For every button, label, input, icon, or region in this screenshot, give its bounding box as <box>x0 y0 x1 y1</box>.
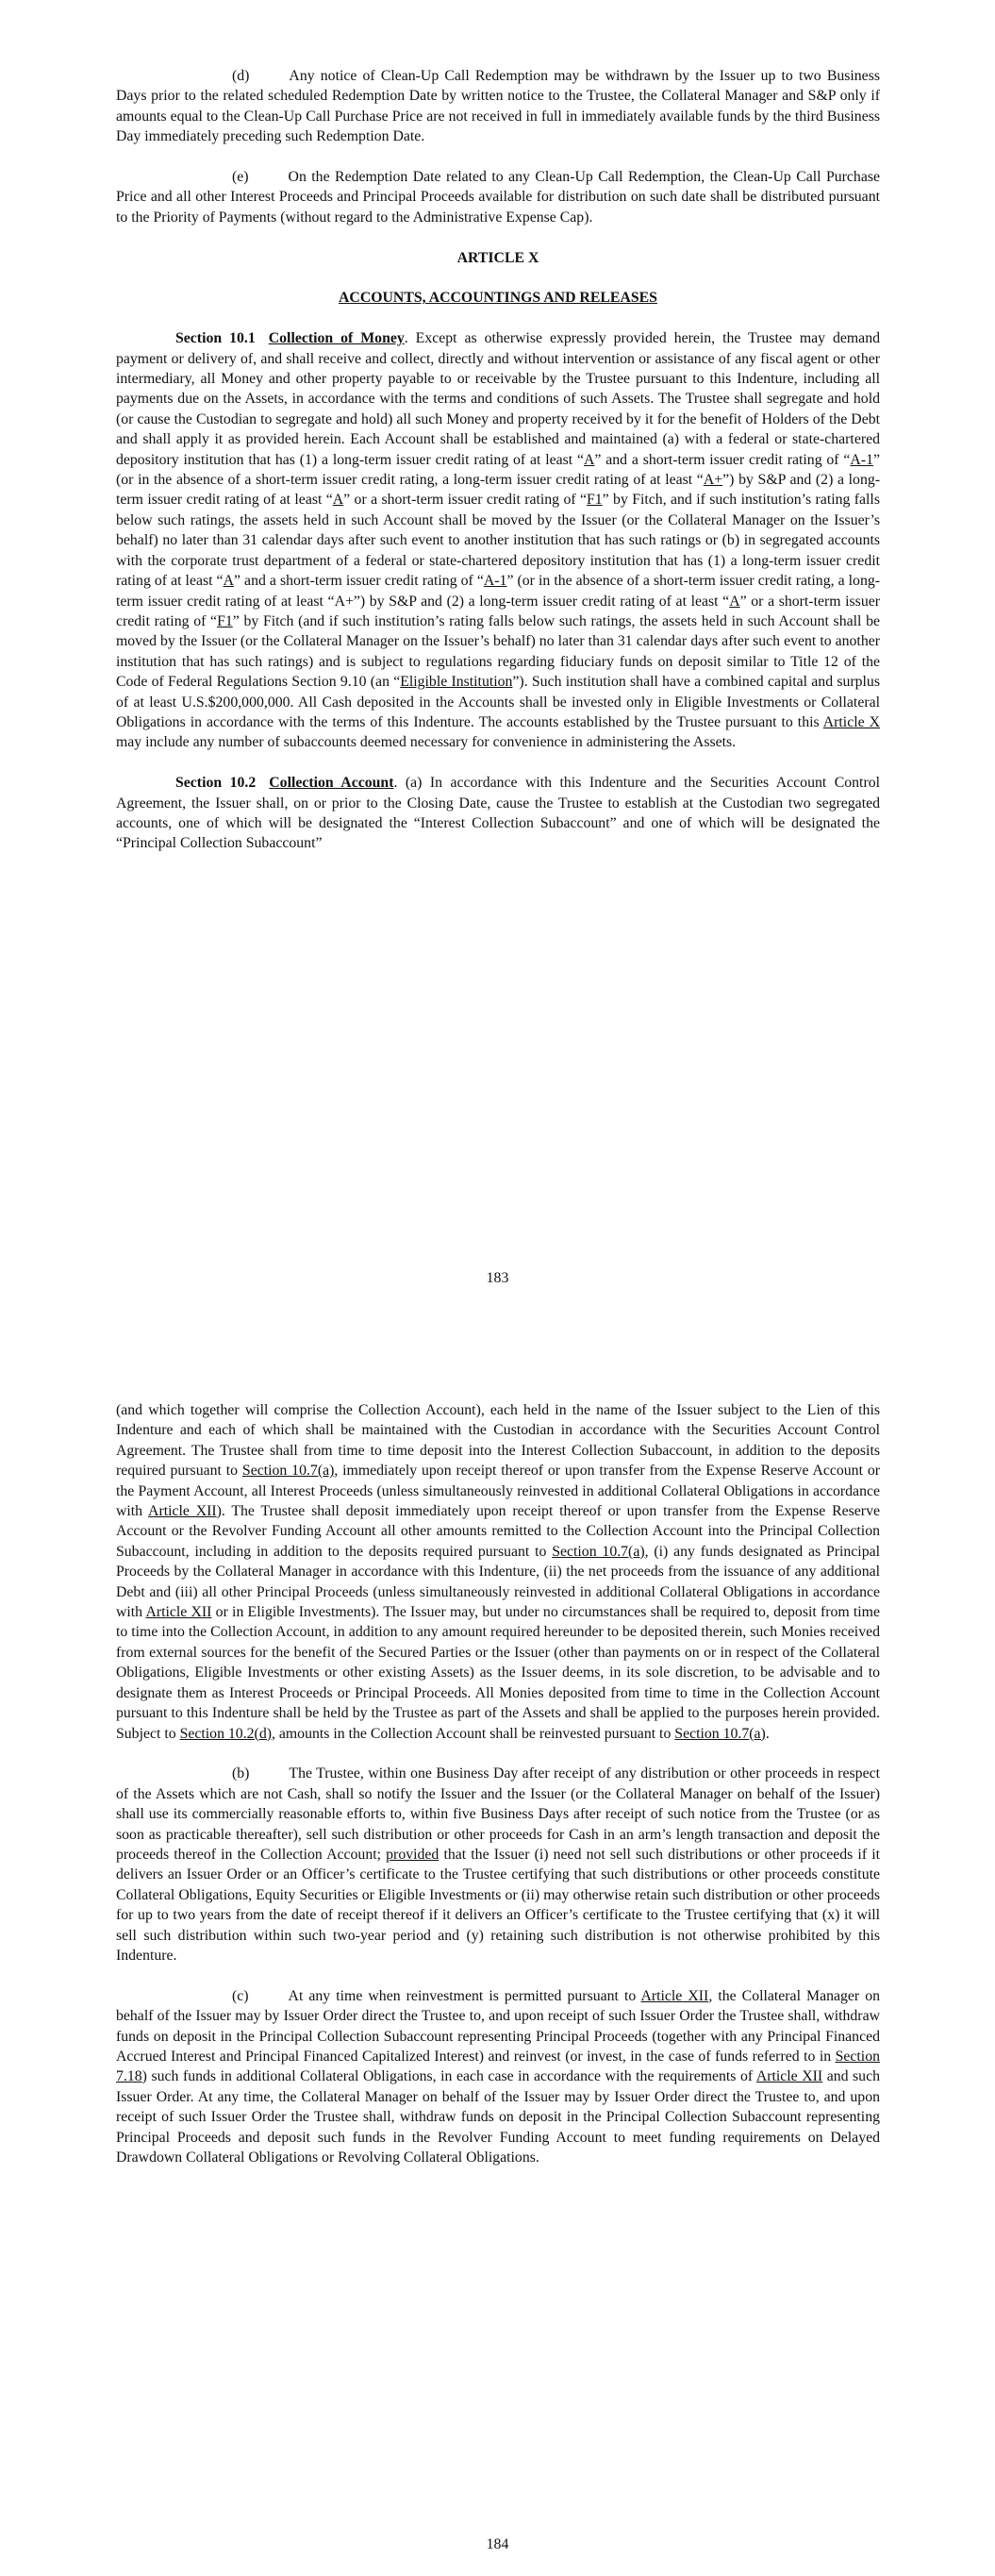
text-run: ) such funds in additional Collateral Obligations, in each case in accordance with the requirements of <box>141 2068 756 2085</box>
cross-reference: Article XII <box>640 1987 709 2004</box>
section-10-2 <box>116 773 880 854</box>
page-body <box>116 1400 880 2188</box>
text-run: may include any number of subaccounts deemed necessary for convenience in administering the Assets. <box>116 734 737 751</box>
text-run: . Except as otherwise expressly provided herein, the Trustee may demand payment or delivery of, and shall receive and collect, directly and without intervention or assistance of any fiscal agent or other intermediary, all Money and other property payable to or receivable by the Trustee pursuant to this Indenture, including all payments due on the Assets, in accordance with the terms and conditions of such Assets. The Trustee shall segregate and hold (or cause the Custodian to segregate and hold) all such Money and property received by it for the benefit of Holders of the Debt and shall apply it as provided herein. Each Account shall be established and maintained (a) with a federal or state-chartered depository institution that has (1) a long-term issuer credit rating of at least “ <box>116 330 880 468</box>
continued-paragraph <box>116 1400 880 1744</box>
text-run: , the Collateral Manager on behalf of the Issuer may by Issuer Order direct the Trustee to, and upon receipt of such Issuer Order the Trustee shall, withdraw funds on deposit in the Principal Collection Subaccount representing Principal Proceeds (together with any Principal Financed Accrued Interest and Principal Financed Capitalized Interest) and reinvest (or invest, in the case of funds referred to in <box>116 1987 881 2065</box>
cross-reference: Section 7.18 <box>116 2048 880 2085</box>
rating-ref: A <box>223 573 234 590</box>
page-body <box>116 66 880 874</box>
section-title: Collection Account <box>269 775 394 792</box>
defined-term: Eligible Institution <box>400 674 513 691</box>
page-184 <box>0 1321 995 2576</box>
paragraph-label: (b) <box>232 1765 250 1782</box>
text-run: ” by Fitch, and if such institution’s rating falls below such ratings, the assets held in such Account shall be moved by the Issuer (or the Collateral Manager on the Issuer’s behalf) no later than 31 calendar days after such event to another institution that has such ratings or (b) in segregated accounts with the corporate trust department of a federal or state-chartered depository institution that has (1) a long-term issuer credit rating of at least “ <box>116 492 880 590</box>
text-run: ). The Trustee shall deposit immediately upon receipt thereof or upon transfer from the Expense Reserve Account or the Revolver Funding Account all other amounts remitted to the Collection Account into the Principal Collection Subaccount, including in addition to the deposits required pursuant to <box>116 1503 880 1560</box>
text-run: ” and a short-term issuer credit rating of “ <box>594 451 851 468</box>
article-subtitle: ACCOUNTS, ACCOUNTINGS AND RELEASES <box>339 290 657 307</box>
section-10-1 <box>116 328 880 753</box>
rating-ref: A-1 <box>850 451 873 468</box>
text-run: . <box>765 1725 770 1742</box>
article-title: ARTICLE X <box>456 249 539 266</box>
paragraph-e <box>116 167 880 227</box>
section-number: Section 10.2 <box>175 775 257 792</box>
cross-reference: Article XII <box>755 2068 823 2085</box>
section-number: Section 10.1 <box>175 330 256 347</box>
text-run: and such Issuer Order. At any time, the Collateral Manager on behalf of the Issuer may by Issuer Order direct the Trustee to, and upon receipt of such Issuer Order the Trustee shall, withdraw funds on deposit in the Principal Collection Subaccount representing Principal Proceeds and deposit such funds in the Revolver Funding Account to meet funding requirements on Delayed Drawdown Collateral Obligations or Revolving Collateral Obligations. <box>116 2068 880 2166</box>
cross-reference: Section 10.2(d) <box>179 1725 272 1742</box>
text-run: or in Eligible Investments). The Issuer may, but under no circumstances shall be required to, deposit from time to time into the Collection Account, in addition to any amount required hereunder to be deposited therein, such Monies received from external sources for the benefit of the Secured Parties or the Issuer (other than payments on or in respect of the Collateral Obligations, Eligible Investments or other existing Assets) as the Issuer deems, in its sole discretion, to be advisable and to designate them as Interest Proceeds or Principal Proceeds. All Monies deposited from time to time in the Collection Account pursuant to this Indenture shall be held by the Trustee as part of the Assets and shall be applied to the purposes herein provided. Subject to <box>116 1604 880 1742</box>
rating-ref: F1 <box>217 612 233 629</box>
text-run: ” (or in the absence of a short-term issuer credit rating, a long-term issuer credit rating of at least “ <box>116 451 880 489</box>
paragraph-text: Any notice of Clean-Up Call Redemption may be withdrawn by the Issuer up to two Business Days prior to the related scheduled Redemption Date by written notice to the Trustee, the Collateral Manager and S&P only if amounts equal to the Clean-Up Call Purchase Price are not received in full in immediately available funds by the third Business Day immediately preceding such Redemption Date. <box>116 68 880 145</box>
proviso-term: provided <box>386 1846 439 1863</box>
cross-reference: Article X <box>822 713 881 730</box>
cross-reference: Section 10.7(a) <box>241 1463 335 1480</box>
page-number: 183 <box>486 1270 509 1286</box>
paragraph-text: On the Redemption Date related to any Clean-Up Call Redemption, the Clean-Up Call Purchase Price and all other Interest Proceeds and Principal Proceeds available for distribution on such date shall be distributed pursuant to the Priority of Payments (without regard to the Administrative Expense Cap). <box>116 169 880 226</box>
section-title: Collection of Money <box>268 330 405 347</box>
page-number: 184 <box>486 2536 509 2552</box>
cross-reference: Section 10.7(a) <box>552 1543 645 1560</box>
rating-ref: A+ <box>703 472 723 489</box>
cross-reference: Article XII <box>145 1604 212 1621</box>
text-run: that the Issuer (i) need not sell such distributions or other proceeds if it delivers an Issuer Order or an Officer’s certificate to the Trustee certifying that such distributions or other proceeds constitute Collateral Obligations, Equity Securities or Eligible Investments or (ii) may otherwise retain such distribution or other proceeds for up to two years from the date of receipt thereof if it delivers an Officer’s certificate to the Trustee certifying that (x) it will sell such distribution within such two-year period and (y) retaining such distribution is not otherwise prohibited by this Indenture. <box>116 1846 880 1964</box>
text-run: . (a) In accordance with this Indenture and the Securities Account Control Agreement, the Issuer shall, on or prior to the Closing Date, cause the Trustee to establish at the Custodian two segregated accounts, one of which will be designated the “Interest Collection Subaccount” and one of which will be designated the “Principal Collection Subaccount” <box>116 775 880 852</box>
rating-ref: A <box>584 451 595 468</box>
paragraph-b <box>116 1764 880 1965</box>
text-run: ” by Fitch (and if such institution’s rating falls below such ratings, the assets held in such Account shall be moved by the Issuer (or the Collateral Manager on the Issuer’s behalf) no later than 31 calendar days after such event to another institution that has such ratings) and is subject to regulations regarding fiduciary funds on deposit similar to Title 12 of the Code of Federal Regulations Section 9.10 (an “ <box>116 612 880 691</box>
text-run: ”) by S&P and (2) a long-term issuer credit rating of at least “ <box>116 472 880 509</box>
text-run: ” or a short-term issuer credit rating of “ <box>116 593 881 629</box>
rating-ref: A <box>332 492 344 509</box>
text-run: ” and a short-term issuer credit rating of “ <box>234 573 484 590</box>
paragraph-d <box>116 66 880 147</box>
text-run: ” (or in the absence of a short-term issuer credit rating, a long-term issuer credit rating of at least “A+”) by S&P and (2) a long-term issuer credit rating of at least “ <box>116 573 880 610</box>
paragraph-c <box>116 1986 880 2168</box>
text-run: At any time when reinvestment is permitted pursuant to <box>288 1987 641 2004</box>
rating-ref: F1 <box>586 492 603 509</box>
cross-reference: Article XII <box>148 1503 217 1520</box>
text-run: , (i) any funds designated as Principal Proceeds by the Collateral Manager in accordance with this Indenture, (ii) the net proceeds from the issuance of any additional Debt and (iii) all other Principal Proceeds (unless simultaneously reinvested in additional Collateral Obligations in accordance with <box>116 1543 880 1621</box>
text-run: ”). Such institution shall have a combined capital and surplus of at least U.S.$200,000,000. All Cash deposited in the Accounts shall be invested only in Eligible Investments or Collateral Obligations in accordance with the terms of this Indenture. The accounts established by the Trustee pursuant to this <box>116 674 880 730</box>
text-run: , immediately upon receipt thereof or upon transfer from the Expense Reserve Account or the Payment Account, all Interest Proceeds (unless simultaneously reinvested in additional Collateral Obligations in accordance with <box>116 1463 880 1520</box>
rating-ref: A <box>729 593 740 610</box>
cross-reference: Section 10.7(a) <box>674 1725 766 1742</box>
text-run: , amounts in the Collection Account shall be reinvested pursuant to <box>271 1725 675 1742</box>
paragraph-label: (c) <box>232 1987 249 2004</box>
paragraph-label: (e) <box>232 169 249 186</box>
paragraph-label: (d) <box>232 68 250 84</box>
text-run: (and which together will comprise the Collection Account), each held in the name of the Issuer subject to the Lien of this Indenture and each of which shall be maintained with the Custodian in accordance with the Securities Account Control Agreement. The Trustee shall from time to time deposit into the Interest Collection Subaccount, in addition to the deposits required pursuant to <box>116 1402 880 1480</box>
text-run: ” or a short-term issuer credit rating of “ <box>343 492 587 509</box>
rating-ref: A-1 <box>483 573 507 590</box>
text-run: The Trustee, within one Business Day after receipt of any distribution or other proceeds in respect of the Assets which are not Cash, shall so notify the Issuer and the Issuer (or the Collateral Manager on behalf of the Issuer) shall use its commercially reasonable efforts to, within five Business Days after receipt of such notice from the Trustee (or as soon as practicable thereafter), sell such distribution or other proceeds for Cash in an arm’s length transaction and deposit the proceeds thereof in the Collection Account; <box>116 1765 880 1863</box>
